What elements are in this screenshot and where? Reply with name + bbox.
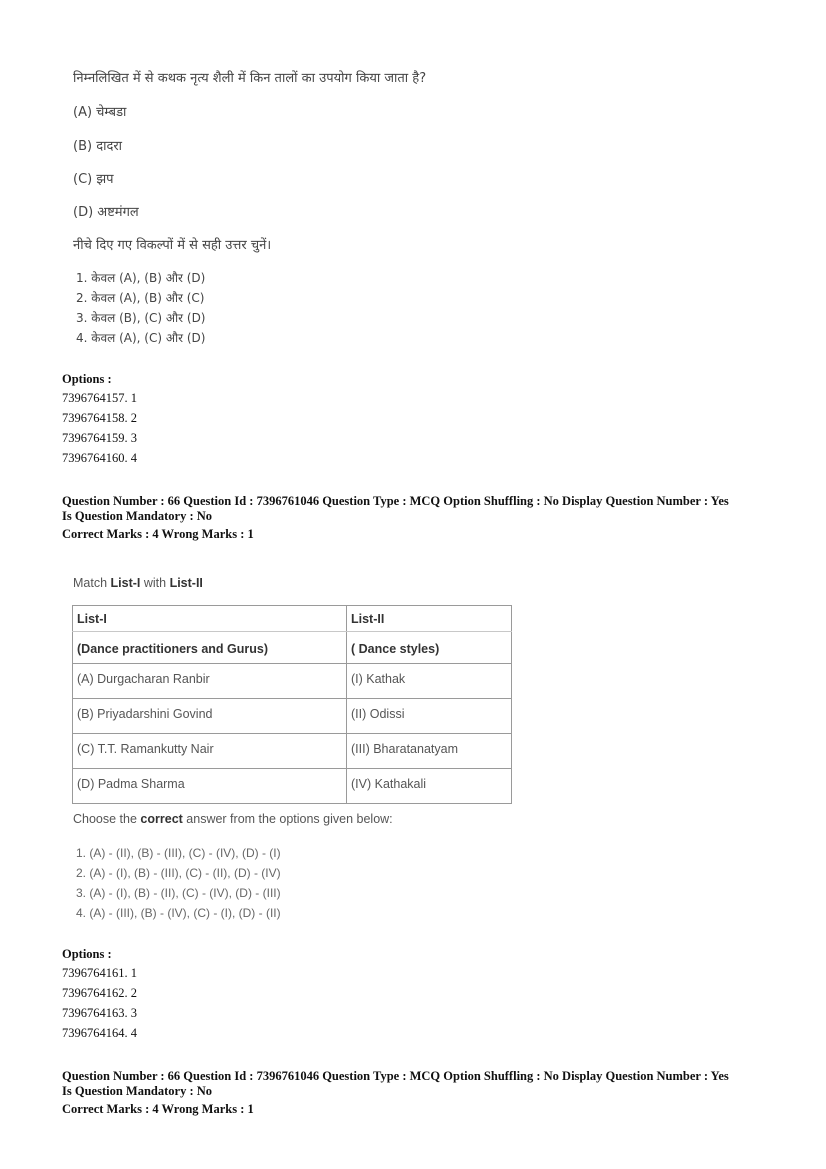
q1-item-b: (B) दादरा [73, 139, 123, 154]
meta1-line2: Is Question Mandatory : No [62, 509, 213, 523]
table-cell: (B) Priyadarshini Govind [73, 699, 347, 734]
q1-choice-1: 1. केवल (A), (B) और (D) [76, 271, 206, 285]
q2-stem-mid: with [140, 576, 170, 590]
q1-instruction: नीचे दिए गए विकल्पों में से सही उत्तर चुनें। [73, 238, 272, 253]
q1-choice-3: 3. केवल (B), (C) और (D) [76, 311, 206, 325]
q2-instr-post: answer from the options given below: [182, 812, 393, 826]
q1-option-4: 7396764160. 4 [62, 451, 137, 465]
table-cell: (II) Odissi [347, 699, 512, 734]
table-cell: (IV) Kathakali [347, 769, 512, 804]
table-row [73, 699, 512, 734]
table-head-list1: List-I [73, 606, 347, 632]
table-row [73, 769, 512, 804]
meta2-line1: Question Number : 66 Question Id : 7396761046 Question Type : MCQ Option Shuffling : No Display Question Number : Yes [62, 1069, 729, 1083]
q1-option-1: 7396764157. 1 [62, 391, 137, 405]
meta2-line3: Correct Marks : 4 Wrong Marks : 1 [62, 1102, 254, 1116]
table-cell: (III) Bharatanatyam [347, 734, 512, 769]
meta2-line2: Is Question Mandatory : No [62, 1084, 213, 1098]
q2-stem-pre: Match [73, 576, 111, 590]
q1-item-d: (D) अष्टमंगल [73, 205, 139, 220]
q1-option-2: 7396764158. 2 [62, 411, 137, 425]
table-cell: (I) Kathak [347, 664, 512, 699]
q2-choice-4: 4. (A) - (III), (B) - (IV), (C) - (I), (D) - (II) [76, 906, 281, 920]
meta1-line3: Correct Marks : 4 Wrong Marks : 1 [62, 527, 254, 541]
table-cell: (C) T.T. Ramankutty Nair [73, 734, 347, 769]
q2-instr-pre: Choose the [73, 812, 141, 826]
q1-choice-4: 4. केवल (A), (C) और (D) [76, 331, 206, 345]
q1-choice-2: 2. केवल (A), (B) और (C) [76, 291, 205, 305]
table-cell: (A) Durgacharan Ranbir [73, 664, 347, 699]
q1-option-3: 7396764159. 3 [62, 431, 137, 445]
q2-instr-bold: correct [140, 812, 183, 826]
table-cell: (D) Padma Sharma [73, 769, 347, 804]
q2-option-2: 7396764162. 2 [62, 986, 137, 1000]
q2-choice-1: 1. (A) - (II), (B) - (III), (C) - (IV), (D) - (I) [76, 846, 281, 860]
table-head-list2: List-II [347, 606, 512, 632]
q1-item-a: (A) चेम्बडा [73, 105, 127, 120]
table-header-row [73, 606, 512, 632]
table-subheader-row [73, 632, 512, 664]
q2-instruction [73, 812, 393, 826]
meta1-line1: Question Number : 66 Question Id : 7396761046 Question Type : MCQ Option Shuffling : No Display Question Number : Yes [62, 494, 729, 508]
q2-choice-2: 2. (A) - (I), (B) - (III), (C) - (II), (D) - (IV) [76, 866, 281, 880]
q2-option-3: 7396764163. 3 [62, 1006, 137, 1020]
q2-options-label: Options : [62, 947, 112, 961]
table-subhead-list2: ( Dance styles) [347, 632, 512, 664]
table-row [73, 734, 512, 769]
table-row [73, 664, 512, 699]
table-subhead-list1: (Dance practitioners and Gurus) [73, 632, 347, 664]
match-table [72, 605, 512, 804]
q2-choice-3: 3. (A) - (I), (B) - (II), (C) - (IV), (D) - (III) [76, 886, 281, 900]
q1-options-label: Options : [62, 372, 112, 386]
q1-stem: निम्नलिखित में से कथक नृत्य शैली में किन तालों का उपयोग किया जाता है? [73, 71, 427, 86]
q2-option-4: 7396764164. 4 [62, 1026, 137, 1040]
q2-stem [73, 576, 203, 590]
q2-stem-list2: List-II [169, 576, 203, 590]
q1-item-c: (C) झप [73, 172, 114, 187]
q2-option-1: 7396764161. 1 [62, 966, 137, 980]
q2-stem-list1: List-I [110, 576, 141, 590]
